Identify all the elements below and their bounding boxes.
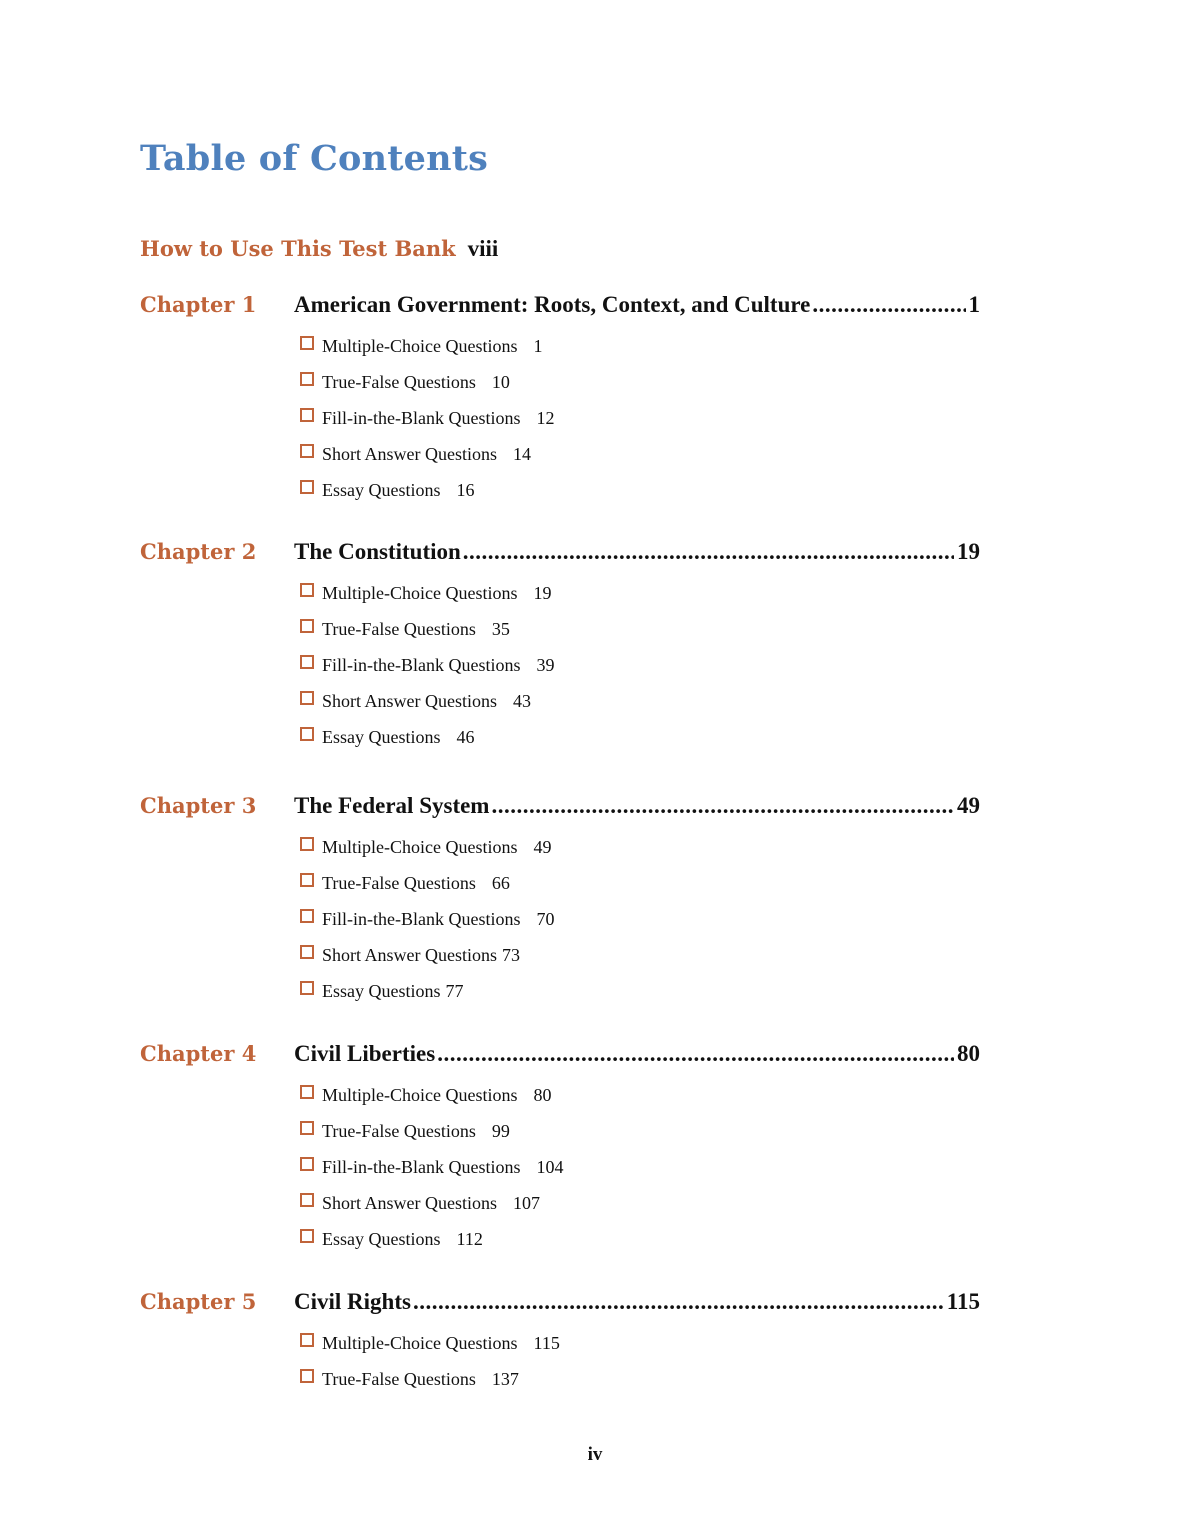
list-item[interactable] [300, 1113, 563, 1149]
item-label: True-False Questions [322, 372, 476, 392]
checkbox-icon [300, 655, 314, 669]
item-label: Multiple-Choice Questions [322, 837, 518, 857]
chapter-page-number: 115 [946, 1289, 980, 1314]
item-page-number: 39 [536, 655, 555, 675]
chapter-label: Chapter 2 [140, 539, 257, 564]
checkbox-icon [300, 480, 314, 494]
item-page-number: 12 [536, 408, 555, 428]
checkbox-icon [300, 1229, 314, 1243]
item-label: Essay Questions [322, 981, 441, 1001]
item-page-number: 1 [533, 336, 543, 356]
list-item[interactable] [300, 829, 554, 865]
item-label: True-False Questions [322, 1369, 476, 1389]
item-label: Short Answer Questions [322, 1193, 497, 1213]
how-to-page-number: viii [467, 236, 499, 261]
checkbox-icon [300, 691, 314, 705]
checkbox-icon [300, 336, 314, 350]
chapter-items-list [300, 1077, 563, 1257]
item-page-number: 35 [491, 619, 510, 639]
item-page-number: 66 [491, 873, 510, 893]
chapter-title: Civil Rights [294, 1289, 411, 1314]
chapter-title-row[interactable] [294, 792, 980, 820]
item-label: Multiple-Choice Questions [322, 1333, 518, 1353]
dot-leader [437, 1040, 954, 1068]
checkbox-icon [300, 981, 314, 995]
item-label: Short Answer Questions [322, 691, 497, 711]
item-page-number: 99 [491, 1121, 510, 1141]
chapter-items-list [300, 829, 554, 1009]
item-label: True-False Questions [322, 1121, 476, 1141]
checkbox-icon [300, 1193, 314, 1207]
checkbox-icon [300, 1085, 314, 1099]
how-to-entry[interactable] [140, 236, 498, 262]
list-item[interactable] [300, 647, 554, 683]
list-item[interactable] [300, 1149, 563, 1185]
dot-leader [491, 792, 954, 820]
checkbox-icon [300, 909, 314, 923]
dot-leader [413, 1288, 944, 1316]
item-label: Short Answer Questions [322, 945, 497, 965]
item-label: Fill-in-the-Blank Questions [322, 1157, 521, 1177]
chapter-title: The Federal System [294, 793, 490, 818]
chapter-label: Chapter 1 [140, 292, 257, 317]
checkbox-icon [300, 444, 314, 458]
item-page-number: 43 [513, 691, 531, 711]
item-label: True-False Questions [322, 873, 476, 893]
item-label: Multiple-Choice Questions [322, 583, 518, 603]
checkbox-icon [300, 372, 314, 386]
chapter-page-number: 49 [957, 793, 980, 818]
checkbox-icon [300, 1157, 314, 1171]
item-label: Essay Questions [322, 727, 441, 747]
list-item[interactable] [300, 364, 554, 400]
list-item[interactable] [300, 865, 554, 901]
chapter-page-number: 80 [957, 1041, 980, 1066]
item-label: Multiple-Choice Questions [322, 1085, 518, 1105]
chapter-items-list [300, 575, 554, 755]
list-item[interactable] [300, 1361, 560, 1397]
chapter-page-number: 19 [957, 539, 980, 564]
item-label: True-False Questions [322, 619, 476, 639]
chapter-title: The Constitution [294, 539, 461, 564]
item-page-number: 70 [536, 909, 555, 929]
item-page-number: 46 [456, 727, 475, 747]
item-label: Short Answer Questions [322, 444, 497, 464]
list-item[interactable] [300, 901, 554, 937]
item-page-number: 104 [536, 1157, 564, 1177]
item-label: Essay Questions [322, 480, 441, 500]
checkbox-icon [300, 1333, 314, 1347]
list-item[interactable] [300, 1221, 563, 1257]
item-page-number: 107 [513, 1193, 540, 1213]
checkbox-icon [300, 945, 314, 959]
item-label: Essay Questions [322, 1229, 441, 1249]
list-item[interactable] [300, 937, 554, 973]
chapter-title: American Government: Roots, Context, and Culture [294, 292, 811, 317]
chapter-label: Chapter 3 [140, 793, 257, 818]
list-item[interactable] [300, 1185, 563, 1221]
checkbox-icon [300, 1121, 314, 1135]
checkbox-icon [300, 1369, 314, 1383]
list-item[interactable] [300, 328, 554, 364]
chapter-title-row[interactable] [294, 1288, 980, 1316]
dot-leader [463, 538, 954, 566]
item-page-number: 19 [533, 583, 552, 603]
chapter-items-list [300, 1325, 560, 1397]
dot-leader [812, 291, 965, 319]
list-item[interactable] [300, 1325, 560, 1361]
chapter-title-row[interactable] [294, 538, 980, 566]
checkbox-icon [300, 583, 314, 597]
item-label: Multiple-Choice Questions [322, 336, 518, 356]
checkbox-icon [300, 619, 314, 633]
how-to-label: How to Use This Test Bank [140, 236, 456, 261]
item-page-number: 49 [533, 837, 552, 857]
item-page-number: 112 [456, 1229, 483, 1249]
chapter-title-row[interactable] [294, 291, 980, 319]
page-number: iv [587, 1444, 603, 1465]
item-page-number: 137 [491, 1369, 519, 1389]
item-page-number: 115 [533, 1333, 560, 1353]
item-page-number: 16 [456, 480, 475, 500]
chapter-title: Civil Liberties [294, 1041, 436, 1066]
item-label: Fill-in-the-Blank Questions [322, 909, 521, 929]
list-item[interactable] [300, 973, 554, 1009]
chapter-label: Chapter 5 [140, 1289, 257, 1314]
item-page-number: 77 [445, 981, 464, 1001]
checkbox-icon [300, 837, 314, 851]
list-item[interactable] [300, 1077, 563, 1113]
list-item[interactable] [300, 683, 554, 719]
item-page-number: 14 [513, 444, 531, 464]
item-label: Fill-in-the-Blank Questions [322, 408, 521, 428]
checkbox-icon [300, 408, 314, 422]
chapter-label: Chapter 4 [140, 1041, 257, 1066]
item-page-number: 10 [491, 372, 510, 392]
list-item[interactable] [300, 436, 554, 472]
list-item[interactable] [300, 719, 554, 755]
page-title: Table of Contents [140, 138, 488, 179]
item-page-number: 73 [502, 945, 520, 965]
checkbox-icon [300, 873, 314, 887]
chapter-title-row[interactable] [294, 1040, 980, 1068]
item-page-number: 80 [533, 1085, 552, 1105]
chapter-items-list [300, 328, 554, 508]
list-item[interactable] [300, 472, 554, 508]
item-label: Fill-in-the-Blank Questions [322, 655, 521, 675]
checkbox-icon [300, 727, 314, 741]
list-item[interactable] [300, 400, 554, 436]
list-item[interactable] [300, 575, 554, 611]
chapter-page-number: 1 [968, 292, 980, 317]
list-item[interactable] [300, 611, 554, 647]
